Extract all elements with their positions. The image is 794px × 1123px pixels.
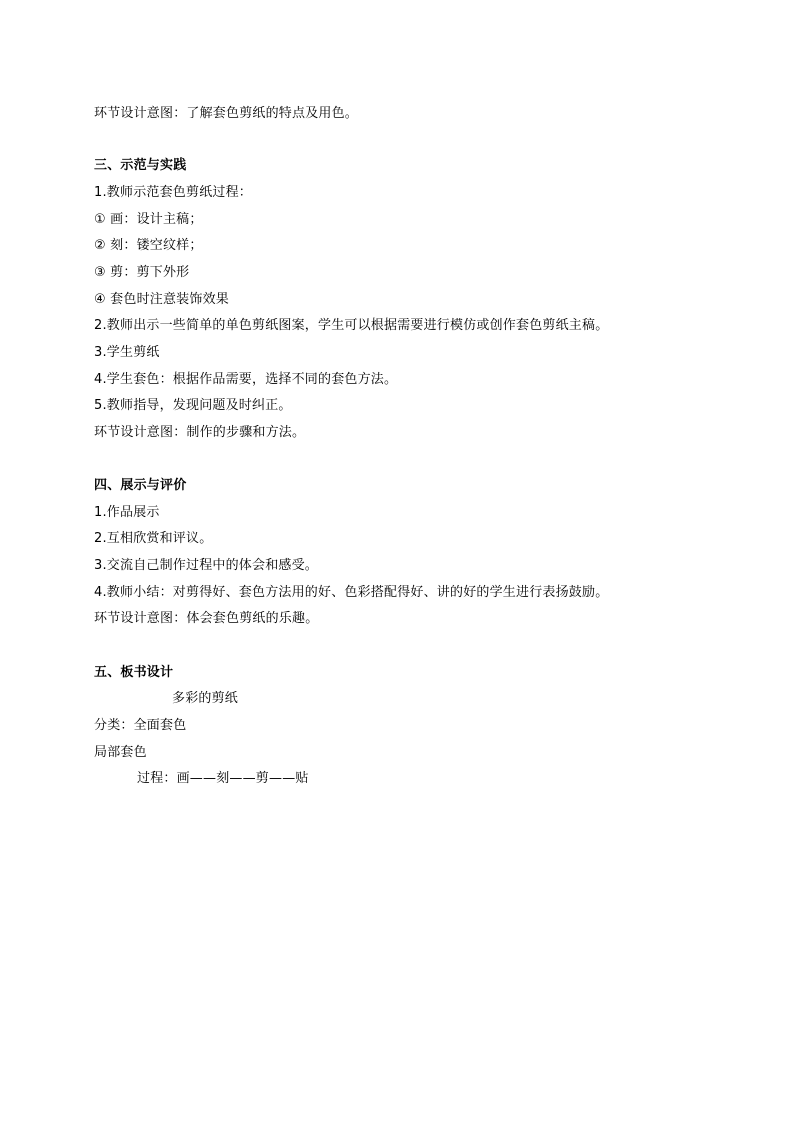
section3-item-3: 3.学生剪纸 bbox=[94, 345, 160, 360]
board-category-partial: 局部套色 bbox=[94, 745, 147, 760]
section3-item-5: 5.教师指导，发现问题及时纠正。 bbox=[94, 398, 292, 413]
section4-intent: 环节设计意图：体会套色剪纸的乐趣。 bbox=[94, 611, 319, 626]
section2-intent: 环节设计意图：了解套色剪纸的特点及用色。 bbox=[94, 106, 359, 121]
board-title: 多彩的剪纸 bbox=[172, 691, 239, 706]
section5-heading: 五、板书设计 bbox=[94, 665, 174, 680]
section4-item-2: 2.互相欣赏和评议。 bbox=[94, 531, 213, 546]
section3-item-1: 1.教师示范套色剪纸过程： bbox=[94, 185, 253, 200]
section3-heading: 三、示范与实践 bbox=[94, 158, 187, 173]
section3-step-color: ④ 套色时注意装饰效果 bbox=[94, 292, 229, 307]
board-category-full: 分类：全面套色 bbox=[94, 718, 187, 733]
section3-step-cut: ③ 剪：剪下外形 bbox=[94, 265, 190, 280]
section3-item-2: 2.教师出示一些简单的单色剪纸图案，学生可以根据需要进行模仿或创作套色剪纸主稿。 bbox=[94, 318, 609, 333]
section4-item-4: 4.教师小结：对剪得好、套色方法用的好、色彩搭配得好、讲的好的学生进行表扬鼓励。 bbox=[94, 585, 609, 600]
section3-step-carve: ② 刻：镂空纹样； bbox=[94, 238, 203, 253]
section3-intent: 环节设计意图：制作的步骤和方法。 bbox=[94, 425, 306, 440]
section3-item-4: 4.学生套色：根据作品需要，选择不同的套色方法。 bbox=[94, 372, 398, 387]
section4-item-1: 1.作品展示 bbox=[94, 505, 160, 520]
section4-heading: 四、展示与评价 bbox=[94, 478, 187, 493]
board-process: 过程：画——刻——剪——贴 bbox=[137, 771, 309, 786]
section3-step-draw: ① 画：设计主稿； bbox=[94, 212, 203, 227]
section4-item-3: 3.交流自己制作过程中的体会和感受。 bbox=[94, 558, 319, 573]
